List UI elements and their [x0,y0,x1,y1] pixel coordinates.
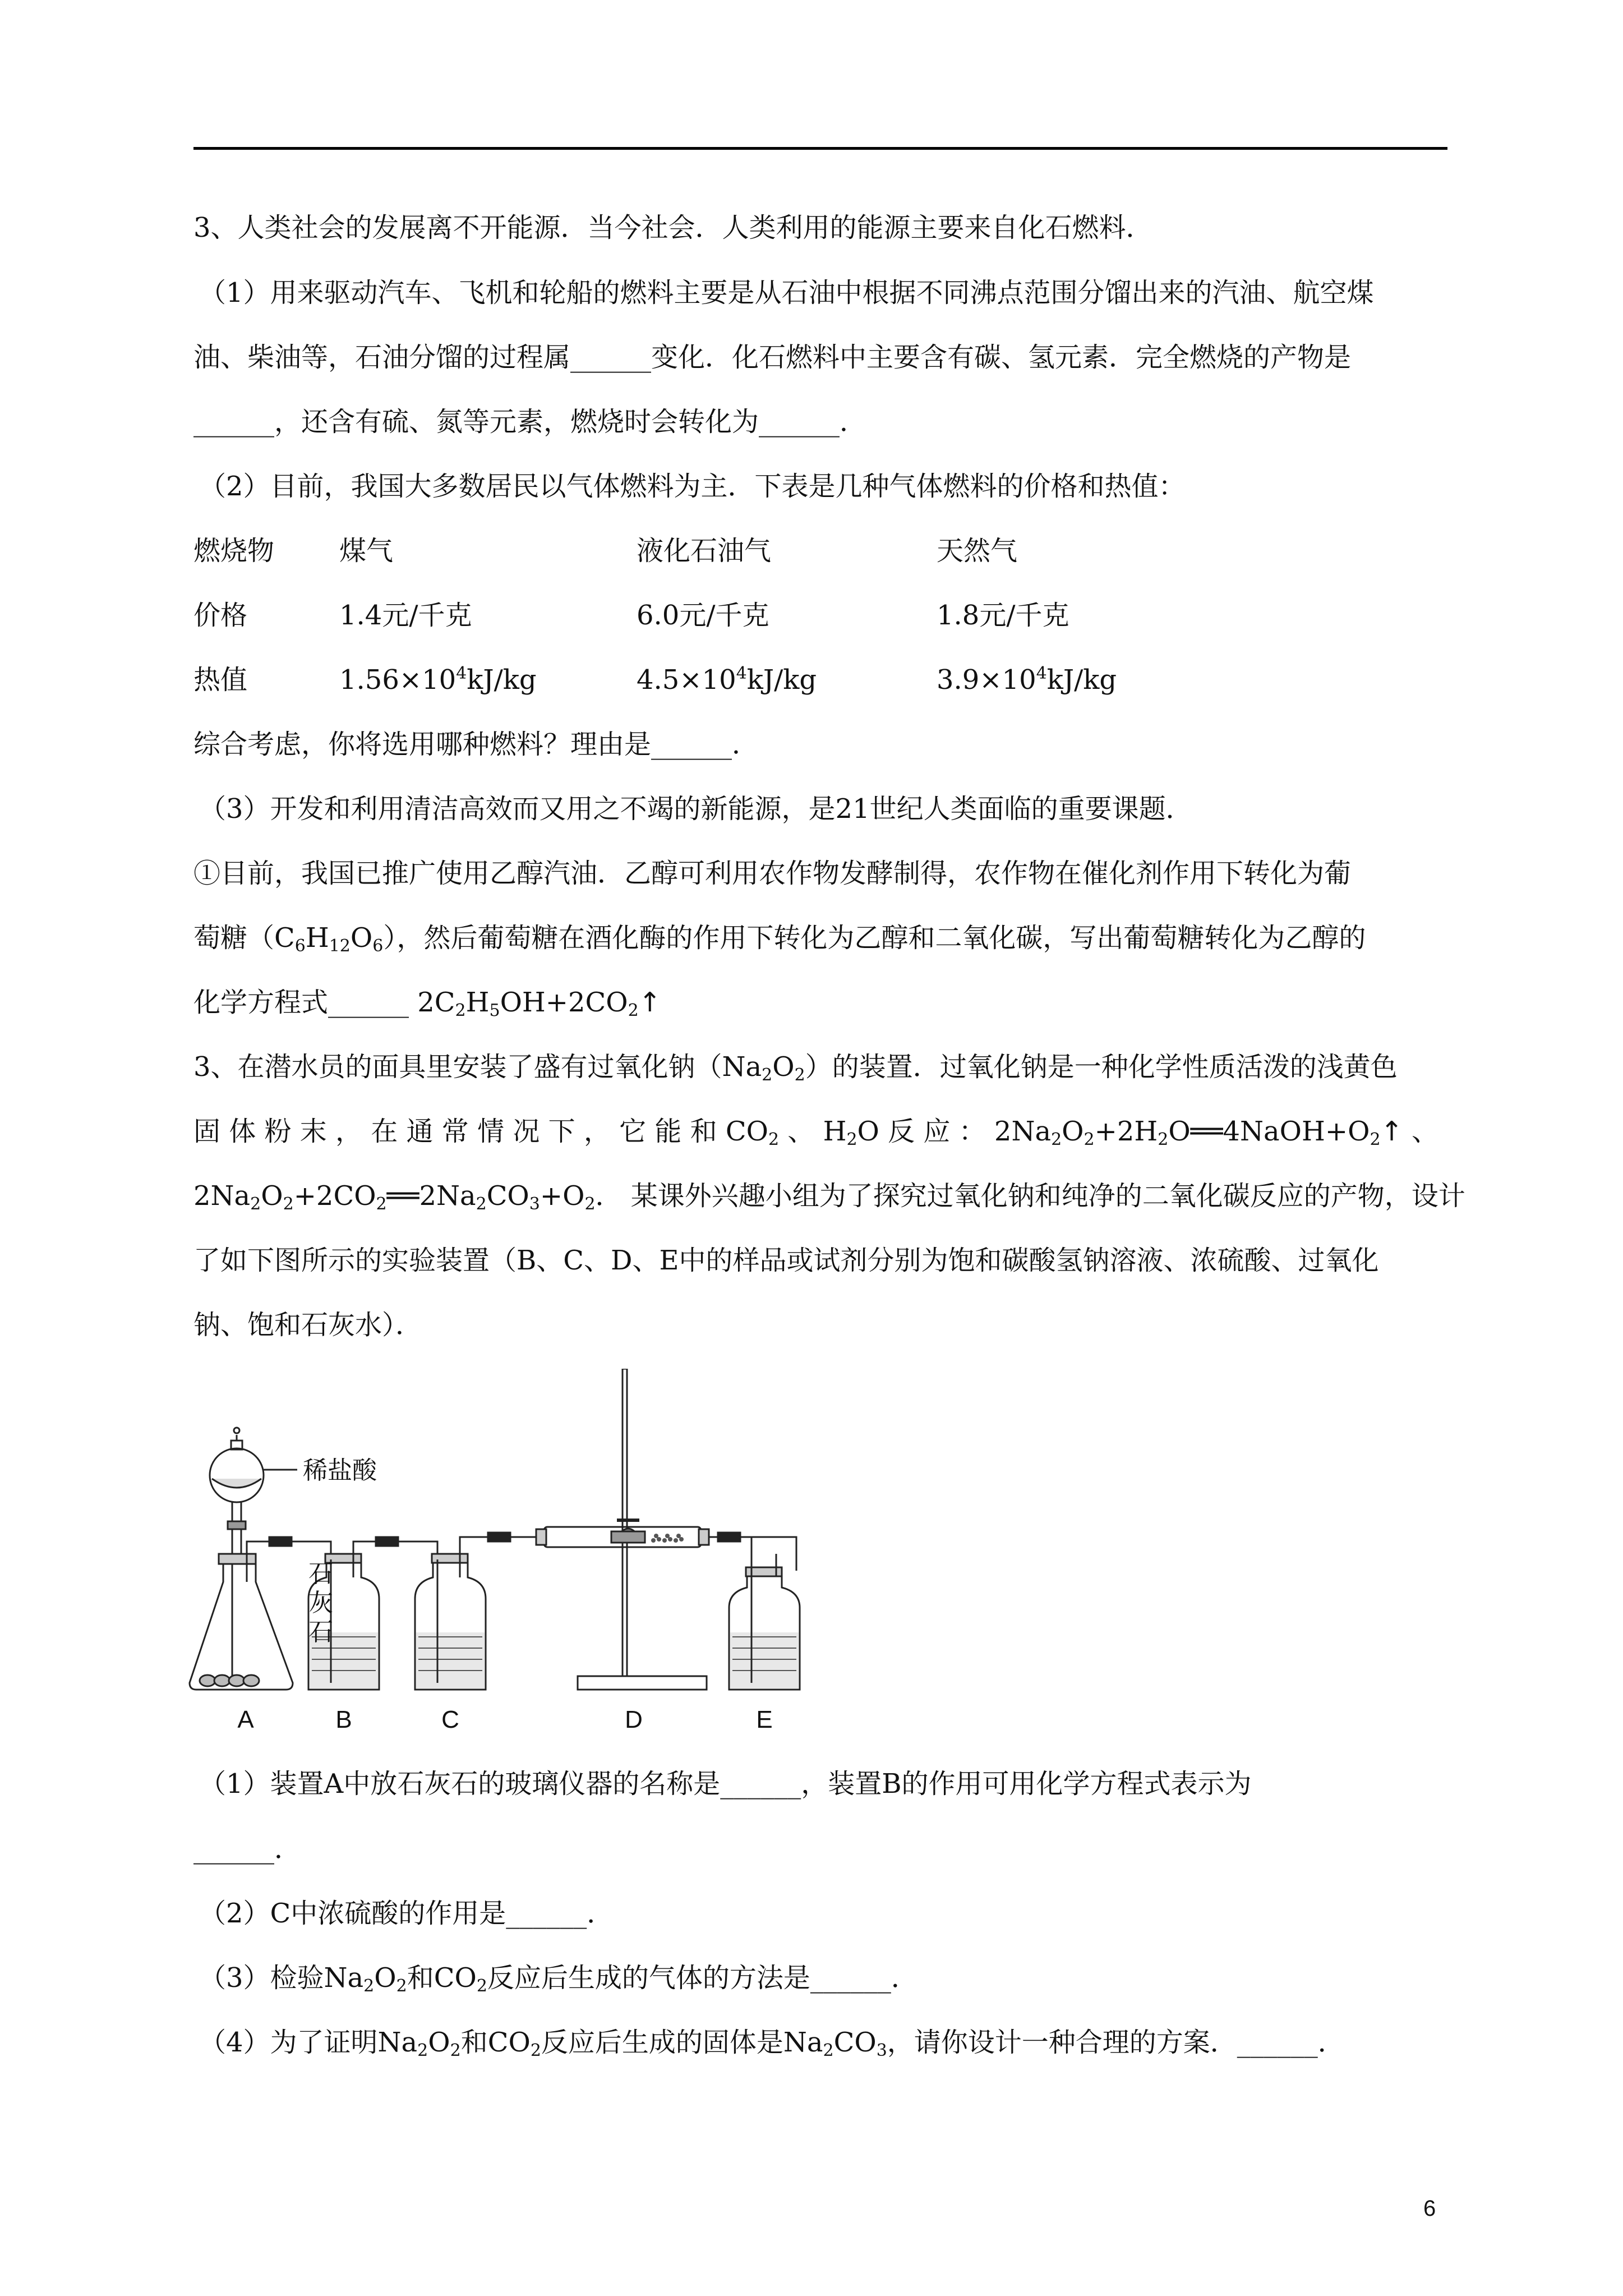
rubber-joint-2 [376,1537,398,1546]
q3a-title: 3、人类社会的发展离不开能源．当今社会．人类利用的能源主要来自化石燃料． [193,212,1153,243]
q3b-line2: 固 体 粉 末 ， 在 通 常 情 况 下 ， 它 能 和 $CO_2$ 、 $H_2O$ 反 应 ： $2Na_2O_2+2H_2O══4NaOH+O_2↑$ 、 [193,1116,1439,1149]
label-a: A [237,1706,254,1733]
q3a-part1-line2: 油、柴油等，石油分馏的过程属______变化．化石燃料中主要含有碳、氢元素．完全燃烧的产物是 [193,342,1352,373]
table-header-lpg: 液化石油气 [637,535,772,567]
table-heat-coal-gas: $1.56\times 10^4kJ/kg$ [339,664,537,696]
table-price-label: 价格 [193,600,248,631]
q3b-sub4: （4）为了证明$Na_2O_2$和$CO_2$反应后生成的固体是$Na_2CO_3$，请你设计一种合理的方案．______． [199,2027,1345,2060]
rubber-joint-4 [718,1533,740,1542]
q3b-sub2: （2）C中浓硫酸的作用是______． [199,1898,614,1929]
q3a-part3-line1: （3）开发和利用清洁高效而又用之不竭的新能源，是21世纪人类面临的重要课题． [199,793,1193,825]
table-price-lpg: 6.0元/千克 [637,600,769,631]
label-limestone-1: 石 [308,1560,333,1588]
label-limestone-3: 石 [308,1618,333,1646]
table-heat-label: 热值 [193,664,248,696]
table-heat-lpg: $4.5\times 10^4kJ/kg$ [637,664,817,696]
table-price-natural-gas: 1.8元/千克 [937,600,1069,631]
apparatus-c [415,1554,486,1690]
q3a-part2-line1: （2）目前，我国大多数居民以气体燃料为主．下表是几种气体燃料的价格和热值： [199,471,1186,502]
label-limestone-2: 灰 [308,1589,333,1617]
rubber-joint-1 [269,1537,292,1546]
label-d: D [625,1706,643,1733]
header-rule [193,147,1447,150]
label-e: E [756,1706,773,1733]
label-b: B [335,1706,352,1733]
table-header-fuel: 燃烧物 [193,535,275,567]
table-heat-natural-gas: $3.9\times 10^4kJ/kg$ [937,664,1117,696]
table-header-natural-gas: 天然气 [937,535,1018,567]
page-number: 6 [1423,2196,1436,2221]
apparatus-e [729,1537,800,1690]
q3a-part2-line2: 综合考虑，你将选用哪种燃料？理由是______． [193,729,759,760]
label-dilute-hcl: 稀盐酸 [303,1457,377,1484]
q3b-line3: $2Na_2O_2+2CO_2══2Na_2CO_3+O_2$． 某课外兴趣小组为了探究过氧化钠和纯净的二氧化碳反应的产物，设计 [193,1180,1465,1214]
q3b-sub3: （3）检验$Na_2O_2$和$CO_2$反应后生成的气体的方法是______． [199,1962,918,1996]
table-price-coal-gas: 1.4元/千克 [339,600,472,631]
q3b-line1: 3、在潜水员的面具里安装了盛有过氧化钠$(Na_2O_2)$的装置．过氧化钠是一种化学性质活泼的浅黄色 [193,1051,1398,1085]
q3b-sub1-line2: ______． [193,1833,302,1865]
q3b-line4: 了如下图所示的实验装置（B、C、D、E中的样品或试剂分别为饱和碳酸氢钠溶液、浓硫酸、过氧化 [193,1245,1379,1276]
q3a-part3-line4: 化学方程式______ $2C_2H_5OH+2CO_2↑$ [193,987,661,1020]
apparatus-a [190,1428,297,1690]
apparatus-diagram [185,1369,836,1739]
apparatus-d [536,1369,709,1690]
q3b-line5: 钠、饱和石灰水）． [193,1309,423,1341]
q3a-part3-line3: 萄糖$(C_6H_{12}O_6)$，然后葡萄糖在酒化酶的作用下转化为乙醇和二氧化碳，写出葡萄糖转化为乙醇的 [193,922,1366,956]
q3b-sub1-line1: （1）装置A中放石灰石的玻璃仪器的名称是______，装置B的作用可用化学方程式表示为 [199,1768,1252,1800]
q3a-part1-line1: （1）用来驱动汽车、飞机和轮船的燃料主要是从石油中根据不同沸点范围分馏出来的汽油、航空煤 [199,277,1374,309]
table-header-coal-gas: 煤气 [339,535,394,567]
label-c: C [441,1706,459,1733]
q3a-part3-line2: ①目前，我国已推广使用乙醇汽油．乙醇可利用农作物发酵制得，农作物在催化剂作用下转化为葡 [193,858,1352,889]
q3a-part1-line3: ______，还含有硫、氮等元素，燃烧时会转化为______． [193,406,867,438]
rubber-joint-3 [488,1533,510,1542]
